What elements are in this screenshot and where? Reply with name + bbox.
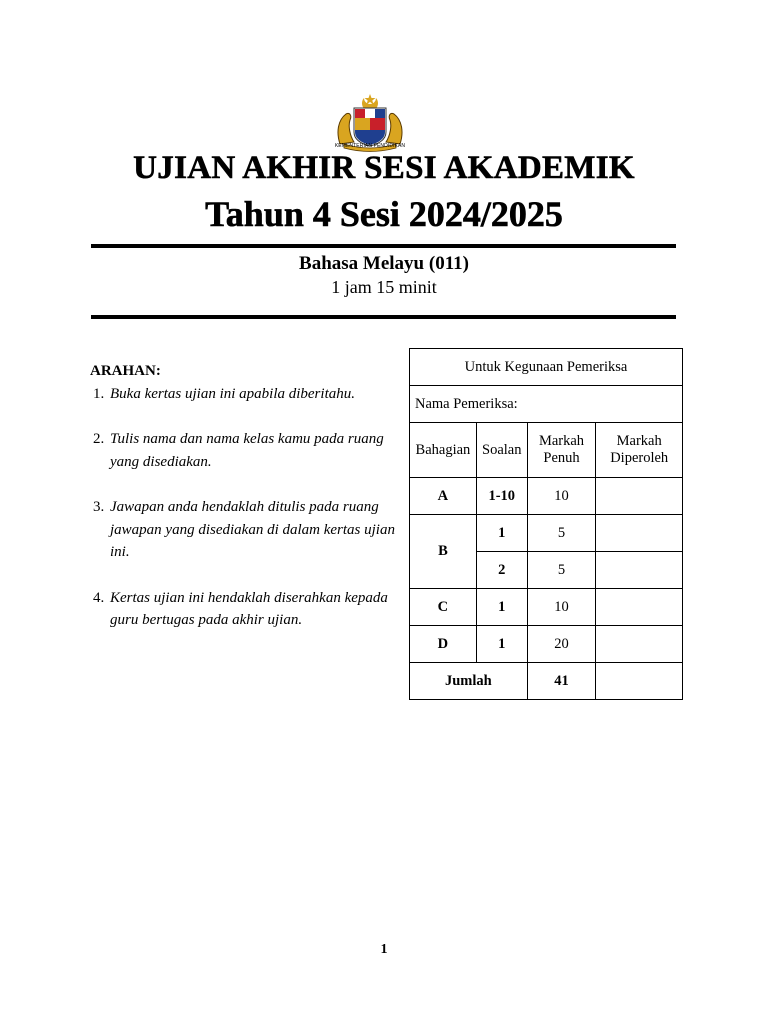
instruction-item bbox=[90, 383, 400, 406]
instructions-heading: ARAHAN: bbox=[90, 363, 161, 379]
section-cell: C bbox=[410, 589, 477, 626]
question-cell: 1 bbox=[476, 589, 527, 626]
section-cell: B bbox=[410, 515, 477, 589]
marks-obtained-cell[interactable] bbox=[596, 515, 683, 552]
full-marks-cell: 10 bbox=[527, 478, 596, 515]
instruction-number: 4. bbox=[93, 589, 105, 606]
table-row bbox=[410, 478, 683, 515]
instruction-text: Kertas ujian ini hendaklah diserahkan kepada guru bertugas pada akhir ujian. bbox=[110, 589, 388, 628]
examiner-name-field[interactable]: Nama Pemeriksa: bbox=[410, 386, 683, 423]
subject-title: Bahasa Melayu (011) bbox=[299, 253, 469, 274]
marks-obtained-cell[interactable] bbox=[596, 552, 683, 589]
total-marks-obtained-cell[interactable] bbox=[596, 663, 683, 700]
question-cell: 1 bbox=[476, 515, 527, 552]
page-number: 1 bbox=[380, 942, 388, 957]
full-marks-cell: 20 bbox=[527, 626, 596, 663]
instruction-item bbox=[90, 496, 400, 564]
ministry-label: KEMENTERIAN PENDIDIKAN bbox=[334, 143, 406, 149]
total-label: Jumlah bbox=[410, 663, 528, 700]
bottom-divider bbox=[91, 315, 676, 319]
full-marks-cell: 10 bbox=[527, 589, 596, 626]
section-cell: D bbox=[410, 626, 477, 663]
instructions bbox=[90, 360, 400, 655]
exam-duration: 1 jam 15 minit bbox=[331, 277, 437, 297]
examiner-table bbox=[409, 348, 683, 700]
instruction-item bbox=[90, 428, 400, 473]
marks-obtained-cell[interactable] bbox=[596, 478, 683, 515]
examiner-table-title: Untuk Kegunaan Pemeriksa bbox=[410, 349, 683, 386]
question-cell: 1 bbox=[476, 626, 527, 663]
marks-obtained-cell[interactable] bbox=[596, 589, 683, 626]
instruction-item bbox=[90, 587, 400, 632]
instruction-text: Jawapan anda hendaklah ditulis pada ruang jawapan yang disediakan di dalam kertas ujian ini. bbox=[110, 499, 395, 560]
total-row bbox=[410, 663, 683, 700]
column-header-bahagian: Bahagian bbox=[410, 423, 477, 478]
exam-session: Tahun 4 Sesi 2024/2025 bbox=[205, 194, 563, 234]
question-cell: 2 bbox=[476, 552, 527, 589]
instruction-number: 2. bbox=[93, 431, 105, 447]
instruction-number: 3. bbox=[93, 499, 105, 515]
total-full-marks: 41 bbox=[527, 663, 596, 700]
section-cell: A bbox=[410, 478, 477, 515]
column-header-soalan: Soalan bbox=[476, 423, 527, 478]
instruction-number: 1. bbox=[93, 385, 105, 402]
full-marks-cell: 5 bbox=[527, 515, 596, 552]
full-marks-cell: 5 bbox=[527, 552, 596, 589]
exam-title: UJIAN AKHIR SESI AKADEMIK bbox=[133, 150, 635, 186]
marks-obtained-cell[interactable] bbox=[596, 626, 683, 663]
top-divider bbox=[91, 244, 676, 248]
column-header-markah-diperoleh: Markah Diperoleh bbox=[596, 423, 683, 478]
table-row bbox=[410, 626, 683, 663]
instruction-text: Tulis nama dan nama kelas kamu pada ruang yang disediakan. bbox=[110, 431, 384, 470]
instruction-text: Buka kertas ujian ini apabila diberitahu. bbox=[110, 385, 355, 402]
table-row bbox=[410, 589, 683, 626]
table-row bbox=[410, 515, 683, 552]
instructions-list bbox=[90, 383, 400, 632]
question-cell: 1-10 bbox=[476, 478, 527, 515]
column-header-markah-penuh: Markah Penuh bbox=[527, 423, 596, 478]
